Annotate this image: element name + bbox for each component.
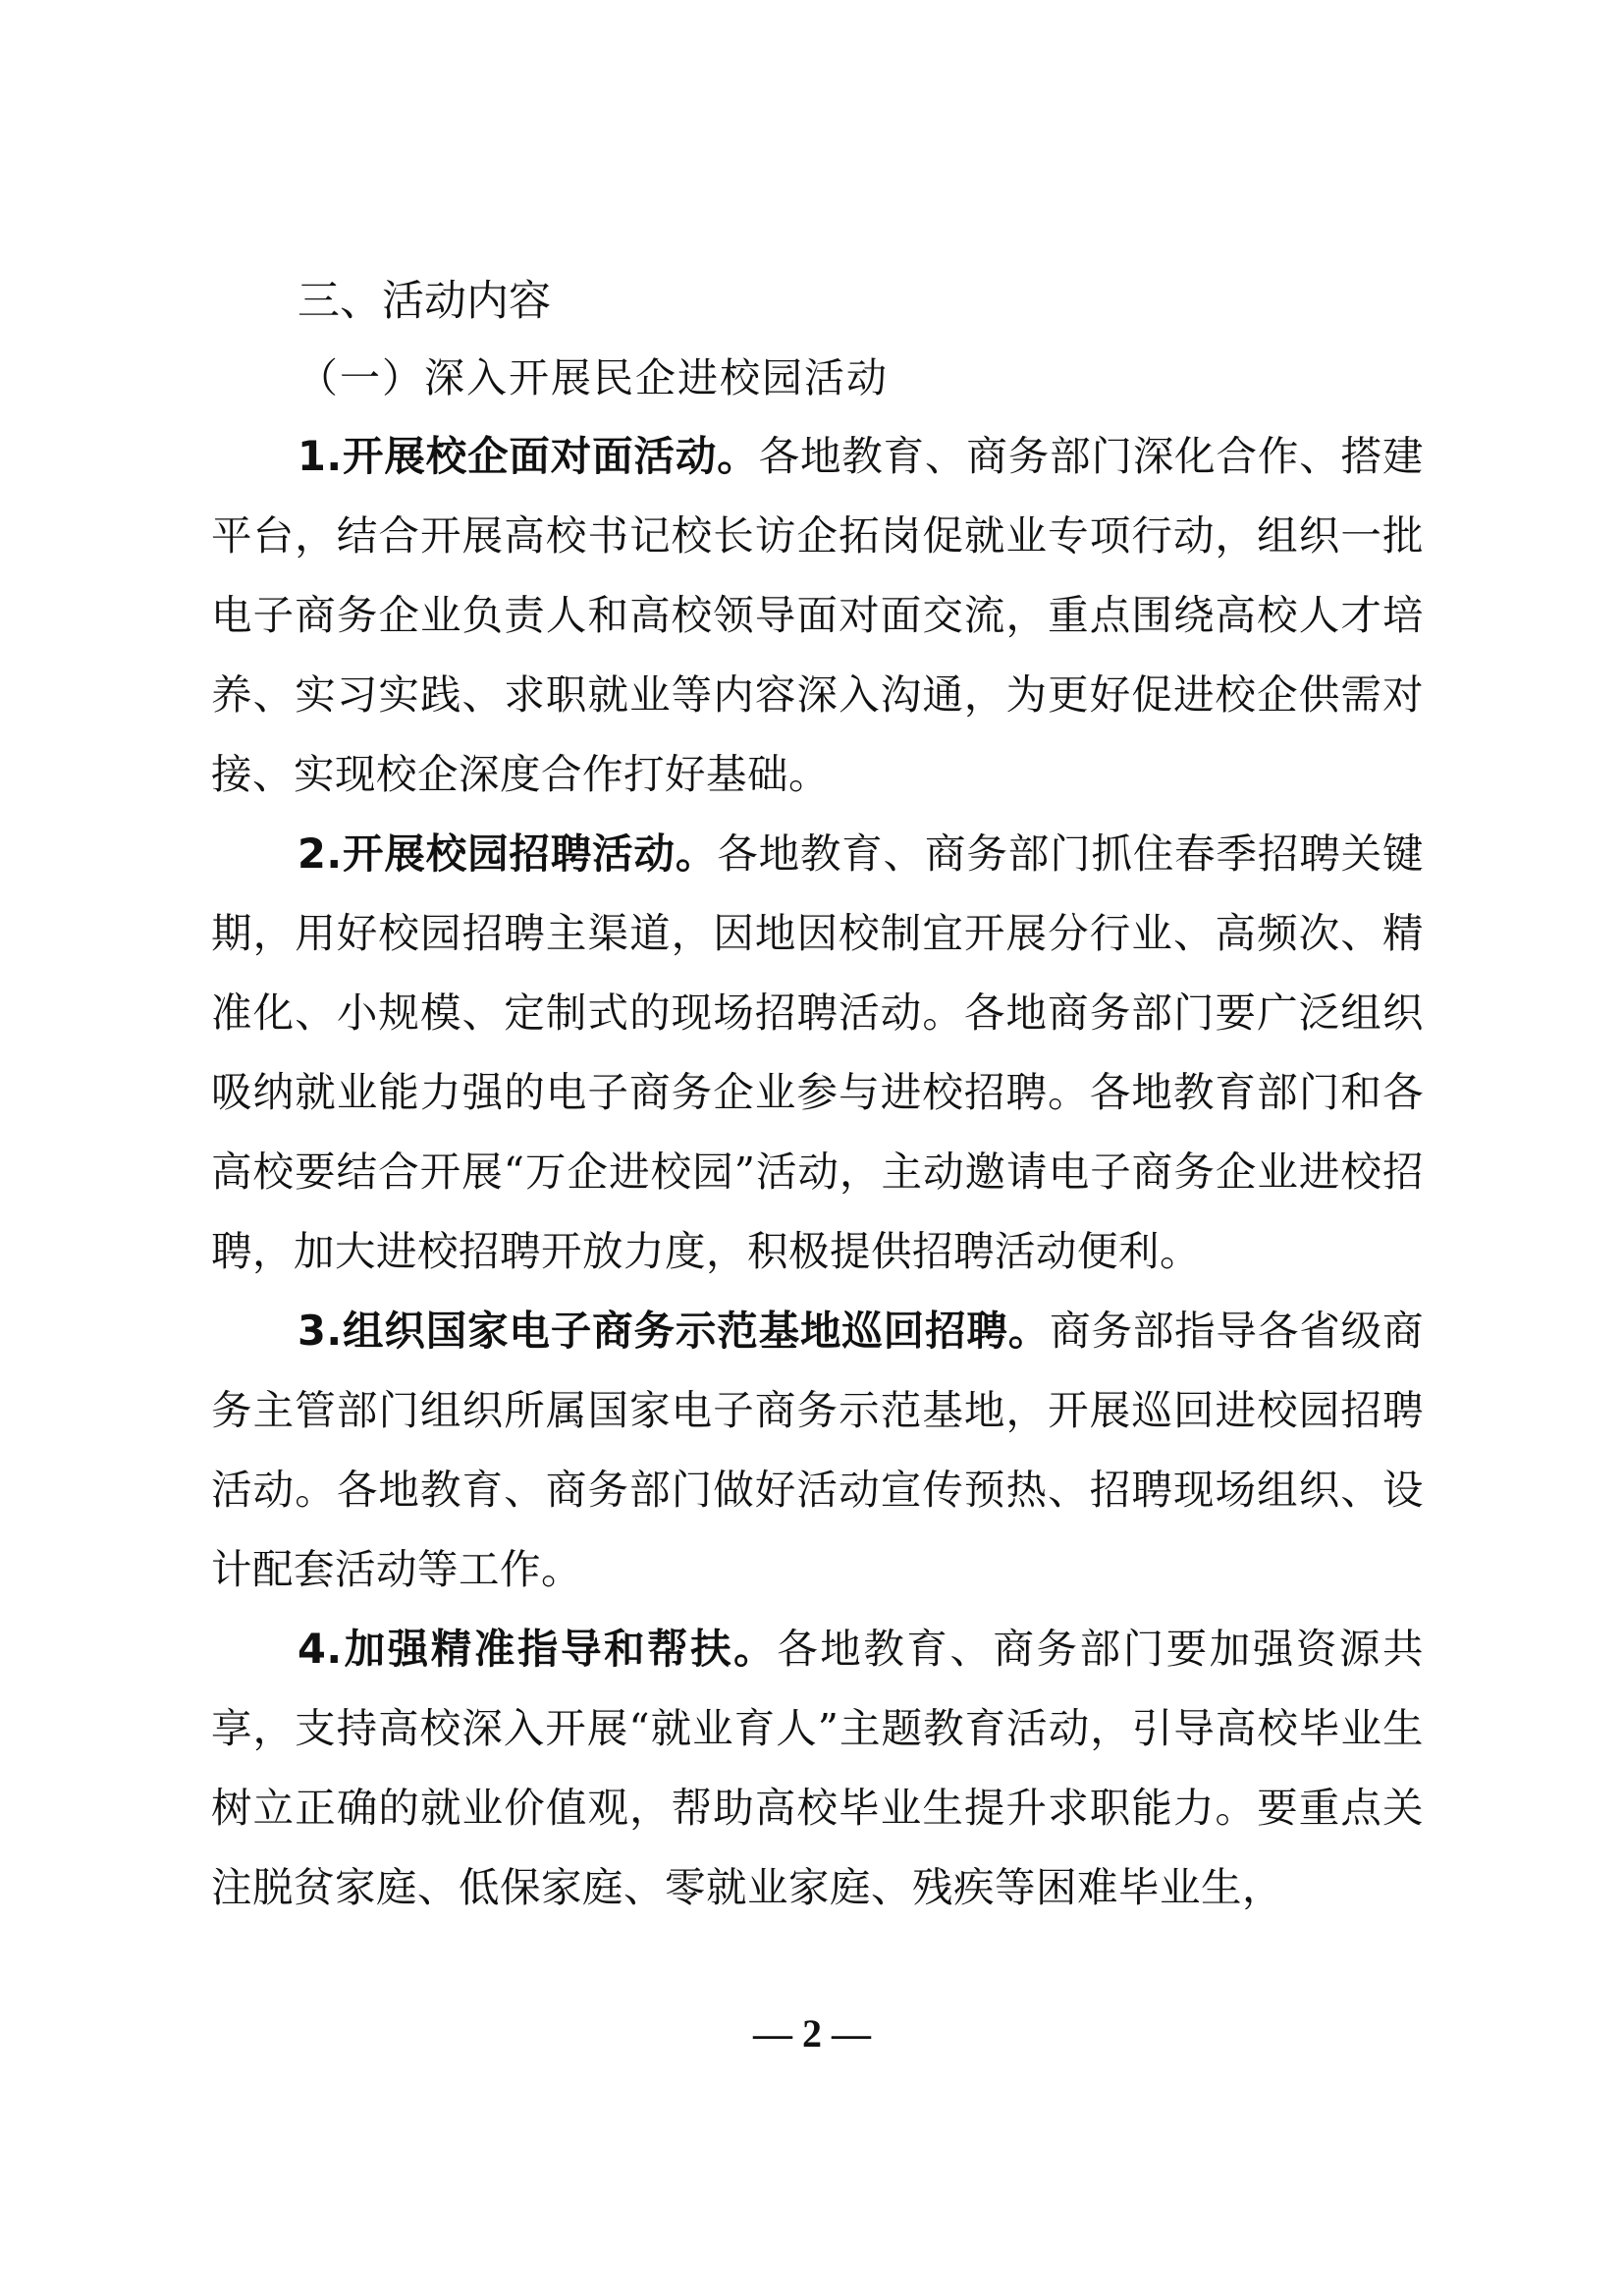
paragraph-lead-4: 4.加强精准指导和帮扶。 [298, 1625, 778, 1673]
subsection-heading: （一）深入开展民企进校园活动 [298, 354, 889, 401]
paragraph-item-2 [211, 814, 1424, 1291]
document-body [211, 263, 1424, 1927]
paragraph-text-3: 商务部指导各省级商务主管部门组织所属国家电子商务示范基地，开展巡回进校园招聘活动。各地教育、商务部门做好活动宣传预热、招聘现场组织、设计配套活动等工作。 [211, 1307, 1424, 1593]
paragraph-text-1: 各地教育、商务部门深化合作、搭建平台，结合开展高校书记校长访企拓岗促就业专项行动，组织一批电子商务企业负责人和高校领导面对面交流，重点围绕高校人才培养、实习实践、求职就业等内容深入沟通，为更好促进校企供需对接、实现校企深度合作打好基础。 [211, 432, 1424, 798]
section-heading: 三、活动内容 [298, 277, 551, 326]
paragraph-text-2: 各地教育、商务部门抓住春季招聘关键期，用好校园招聘主渠道，因地因校制宜开展分行业、高频次、精准化、小规模、定制式的现场招聘活动。各地商务部门要广泛组织吸纳就业能力强的电子商务企业参与进校招聘。各地教育部门和各高校要结合开展“万企进校园”活动，主动邀请电子商务企业进校招聘，加大进校招聘开放力度，积极提供招聘活动便利。 [211, 829, 1424, 1275]
paragraph-item-4 [211, 1609, 1424, 1927]
paragraph-lead-3: 3.组织国家电子商务示范基地巡回招聘。 [298, 1307, 1051, 1355]
paragraph-item-1 [211, 416, 1424, 814]
paragraph-lead-1: 1.开展校企面对面活动。 [298, 432, 759, 480]
page-number: — 2 — [753, 2011, 871, 2056]
paragraph-lead-2: 2.开展校园招聘活动。 [298, 829, 718, 878]
paragraph-text-4: 各地教育、商务部门要加强资源共享，支持高校深入开展“就业育人”主题教育活动，引导高校毕业生树立正确的就业价值观，帮助高校毕业生提升求职能力。要重点关注脱贫家庭、低保家庭、零就业家庭、残疾等困难毕业生， [211, 1625, 1424, 1911]
paragraph-item-3 [211, 1291, 1424, 1609]
